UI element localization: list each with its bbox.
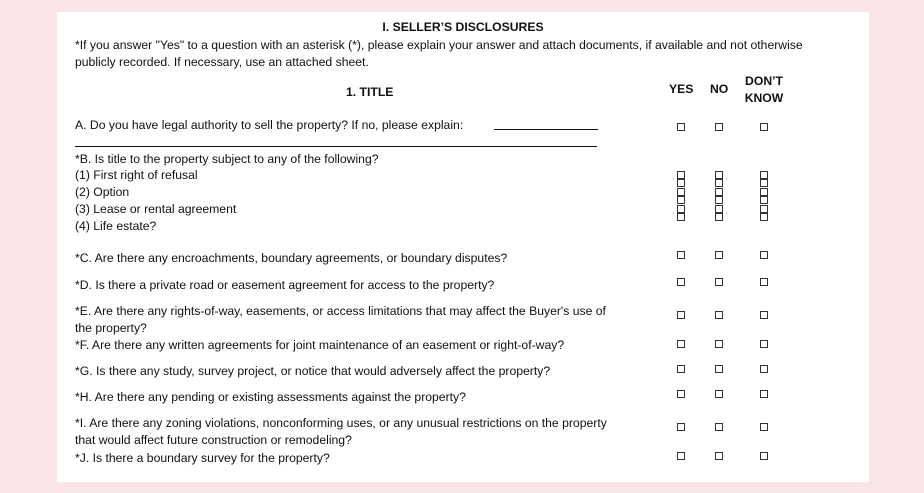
question-e-line-2: the property? <box>75 321 147 335</box>
checkbox-h-no[interactable] <box>715 390 723 398</box>
question-i-line-1: *I. Are there any zoning violations, nonconforming uses, or any unusual restrictions on the property <box>75 416 607 430</box>
column-header-dont-know-line-2: KNOW <box>744 91 784 105</box>
checkbox-b3-no[interactable] <box>715 188 723 196</box>
question-j: *J. Is there a boundary survey for the property? <box>75 451 330 465</box>
column-header-no: NO <box>710 82 729 96</box>
question-b4: (4) Life estate? <box>75 219 157 233</box>
question-c: *C. Are there any encroachments, boundary agreements, or boundary disputes? <box>75 251 508 265</box>
checkbox-b5-yes[interactable] <box>677 205 685 213</box>
checkbox-e-dont-know[interactable] <box>760 311 768 319</box>
explain-line-1[interactable] <box>494 129 598 130</box>
question-a: A. Do you have legal authority to sell the property? If no, please explain: <box>75 118 464 132</box>
checkbox-b5-no[interactable] <box>715 205 723 213</box>
column-header-dont-know-line-1: DON’T <box>745 74 783 88</box>
checkbox-d-yes[interactable] <box>677 278 685 286</box>
question-b: *B. Is title to the property subject to any of the following? <box>75 152 379 166</box>
checkbox-b4-no[interactable] <box>715 196 723 204</box>
checkbox-c-no[interactable] <box>715 251 723 259</box>
checkbox-i-dont-know[interactable] <box>760 423 768 431</box>
checkbox-g-no[interactable] <box>715 365 723 373</box>
checkbox-e-no[interactable] <box>715 311 723 319</box>
checkbox-h-dont-know[interactable] <box>760 390 768 398</box>
checkbox-b1-yes[interactable] <box>677 171 685 179</box>
checkbox-h-yes[interactable] <box>677 390 685 398</box>
question-b1: (1) First right of refusal <box>75 168 198 182</box>
checkbox-e-yes[interactable] <box>677 311 685 319</box>
checkbox-b1-no[interactable] <box>715 171 723 179</box>
checkbox-b3-dont-know[interactable] <box>760 188 768 196</box>
table-heading-title: 1. TITLE <box>346 85 394 99</box>
checkbox-b2-no[interactable] <box>715 179 723 187</box>
checkbox-f-no[interactable] <box>715 340 723 348</box>
checkbox-b6-dont-know[interactable] <box>760 213 768 221</box>
question-i-line-2: that would affect future construction or remodeling? <box>75 433 352 447</box>
question-g: *G. Is there any study, survey project, or notice that would adversely affect the property? <box>75 364 551 378</box>
explain-line-2[interactable] <box>75 146 597 147</box>
instructions-line-1: *If you answer "Yes" to a question with an asterisk (*), please explain your answer and attach documents, if available and not otherwise <box>75 38 803 52</box>
checkbox-i-no[interactable] <box>715 423 723 431</box>
checkbox-c-yes[interactable] <box>677 251 685 259</box>
checkbox-j-dont-know[interactable] <box>760 452 768 460</box>
checkbox-d-no[interactable] <box>715 278 723 286</box>
checkbox-j-yes[interactable] <box>677 452 685 460</box>
column-header-yes: YES <box>669 82 694 96</box>
disclosure-form-page <box>57 12 869 482</box>
question-f: *F. Are there any written agreements for joint maintenance of an easement or right-of-way? <box>75 338 565 352</box>
section-title: I. SELLER’S DISCLOSURES <box>382 20 544 34</box>
question-d: *D. Is there a private road or easement agreement for access to the property? <box>75 278 495 292</box>
checkbox-f-yes[interactable] <box>677 340 685 348</box>
checkbox-g-dont-know[interactable] <box>760 365 768 373</box>
checkbox-b1-dont-know[interactable] <box>760 171 768 179</box>
instructions-line-2: publicly recorded. If necessary, use an attached sheet. <box>75 55 369 69</box>
question-e-line-1: *E. Are there any rights-of-way, easements, or access limitations that may affect the Buyer's use of <box>75 304 606 318</box>
question-b3: (3) Lease or rental agreement <box>75 202 237 216</box>
checkbox-a-yes[interactable] <box>677 123 685 131</box>
checkbox-g-yes[interactable] <box>677 365 685 373</box>
checkbox-d-dont-know[interactable] <box>760 278 768 286</box>
checkbox-b2-yes[interactable] <box>677 179 685 187</box>
checkbox-a-no[interactable] <box>715 123 723 131</box>
checkbox-b2-dont-know[interactable] <box>760 179 768 187</box>
checkbox-b4-yes[interactable] <box>677 196 685 204</box>
checkbox-c-dont-know[interactable] <box>760 251 768 259</box>
checkbox-i-yes[interactable] <box>677 423 685 431</box>
checkbox-b3-yes[interactable] <box>677 188 685 196</box>
checkbox-b6-yes[interactable] <box>677 213 685 221</box>
checkbox-b4-dont-know[interactable] <box>760 196 768 204</box>
checkbox-j-no[interactable] <box>715 452 723 460</box>
question-b2: (2) Option <box>75 185 130 199</box>
checkbox-a-dont-know[interactable] <box>760 123 768 131</box>
checkbox-f-dont-know[interactable] <box>760 340 768 348</box>
checkbox-b5-dont-know[interactable] <box>760 205 768 213</box>
checkbox-b6-no[interactable] <box>715 213 723 221</box>
question-h: *H. Are there any pending or existing assessments against the property? <box>75 390 466 404</box>
